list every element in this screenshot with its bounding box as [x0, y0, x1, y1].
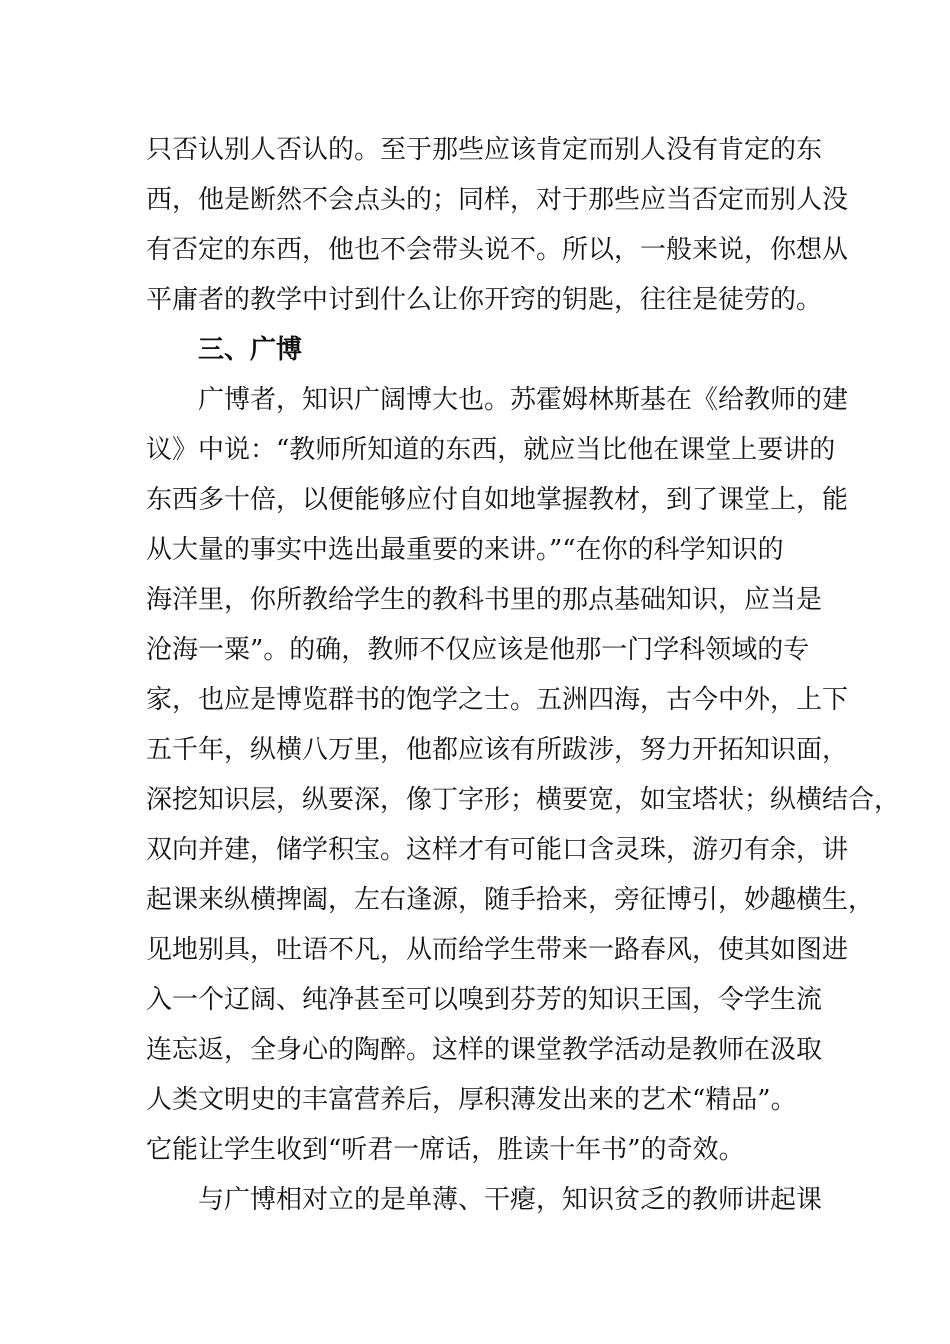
paragraph-line: 与广博相对立的是单薄、干瘪，知识贫乏的教师讲起课	[198, 1185, 823, 1215]
paragraph-line: 见地别具，吐语不凡，从而给学生带来一路春风，使其如图进	[146, 935, 849, 965]
paragraph-line: 五千年，纵横八万里，他都应该有所跋涉，努力开拓知识面，	[146, 735, 849, 765]
paragraph-line: 连忘返，全身心的陶醉。这样的课堂教学活动是教师在汲取	[146, 1035, 823, 1065]
paragraph-line: 家，也应是博览群书的饱学之士。五洲四海，古今中外，上下	[146, 685, 849, 715]
paragraph-line: 深挖知识层，纵要深，像丁字形；横要宽，如宝塔状；纵横结合，	[146, 785, 901, 815]
paragraph-line: 海洋里，你所教给学生的教科书里的那点基础知识，应当是	[146, 585, 823, 615]
paragraph-line: 入一个辽阔、纯净甚至可以嗅到芬芳的知识王国，令学生流	[146, 985, 823, 1015]
paragraph-line: 广博者，知识广阔博大也。苏霍姆林斯基在《给教师的建	[198, 385, 849, 415]
paragraph-line: 双向并建，储学积宝。这样才有可能口含灵珠，游刃有余，讲	[146, 835, 849, 865]
paragraph-line: 东西多十倍，以便能够应付自如地掌握教材，到了课堂上，能	[146, 485, 849, 515]
paragraph-line: 从大量的事实中选出最重要的来讲。”“在你的科学知识的	[146, 535, 784, 565]
section-heading: 三、广博	[198, 335, 303, 365]
paragraph-line: 西，他是断然不会点头的；同样，对于那些应当否定而别人没	[146, 185, 849, 215]
paragraph-line: 平庸者的教学中讨到什么让你开窍的钥匙，往往是徒劳的。	[146, 285, 823, 315]
paragraph-line: 起课来纵横捭阖，左右逢源，随手拾来，旁征博引，妙趣横生，	[146, 885, 875, 915]
paragraph-line: 它能让学生收到“听君一席话，胜读十年书”的奇效。	[146, 1135, 745, 1165]
paragraph-line: 沧海一粟”。的确，教师不仅应该是他那一门学科领域的专	[146, 635, 810, 665]
paragraph-line: 有否定的东西，他也不会带头说不。所以，一般来说，你想从	[146, 235, 849, 265]
paragraph-line: 议》中说：“教师所知道的东西，就应当比他在课堂上要讲的	[146, 435, 836, 465]
paragraph-line: 只否认别人否认的。至于那些应该肯定而别人没有肯定的东	[146, 135, 823, 165]
paragraph-line: 人类文明史的丰富营养后，厚积薄发出来的艺术“精品”。	[146, 1085, 797, 1115]
